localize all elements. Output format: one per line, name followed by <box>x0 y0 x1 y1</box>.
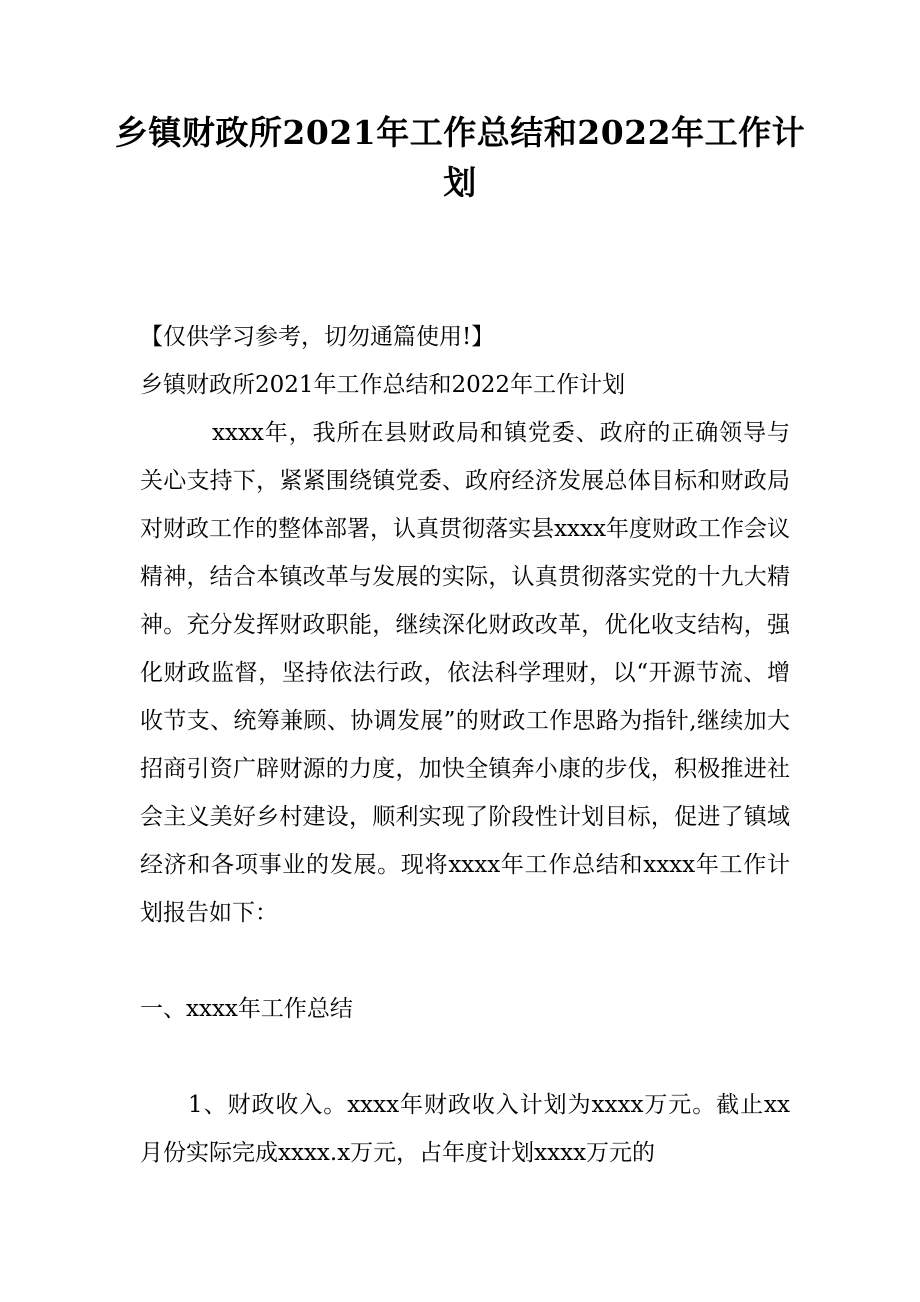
document-body <box>140 313 790 1177</box>
paragraph-gap <box>140 937 790 985</box>
section-heading: 一、xxxx年工作总结 <box>140 996 353 1022</box>
item-paragraph: 1、财政收入。xxxx年财政收入计划为xxxx万元。截止xx月份实际完成xxxx.x万元，占年度计划xxxx万元的 <box>140 1092 790 1166</box>
intro-paragraph: xxxx年，我所在县财政局和镇党委、政府的正确领导与关心支持下，紧紧围绕镇党委、政府经济发展总体目标和财政局对财政工作的整体部署，认真贯彻落实县xxxx年度财政工作会议精神，结合本镇改革与发展的实际，认真贯彻落实党的十九大精神。充分发挥财政职能，继续深化财政改革，优化收支结构，强化财政监督，坚持依法行政，依法科学理财，以“开源节流、增收节支、统筹兼顾、协调发展”的财政工作思路为指针,继续加大招商引资广辟财源的力度，加快全镇奔小康的步伐，积极推进社会主义美好乡村建设，顺利实现了阶段性计划目标，促进了镇域经济和各项事业的发展。现将xxxx年工作总结和xxxx年工作计划报告如下： <box>140 420 790 926</box>
document-subtitle: 乡镇财政所2021年工作总结和2022年工作计划 <box>140 372 626 398</box>
paragraph-gap <box>140 1033 790 1081</box>
usage-notice: 【仅供学习参考，切勿通篇使用!】 <box>140 324 495 350</box>
document-title: 乡镇财政所2021年工作总结和2022年工作计划 <box>114 113 806 202</box>
